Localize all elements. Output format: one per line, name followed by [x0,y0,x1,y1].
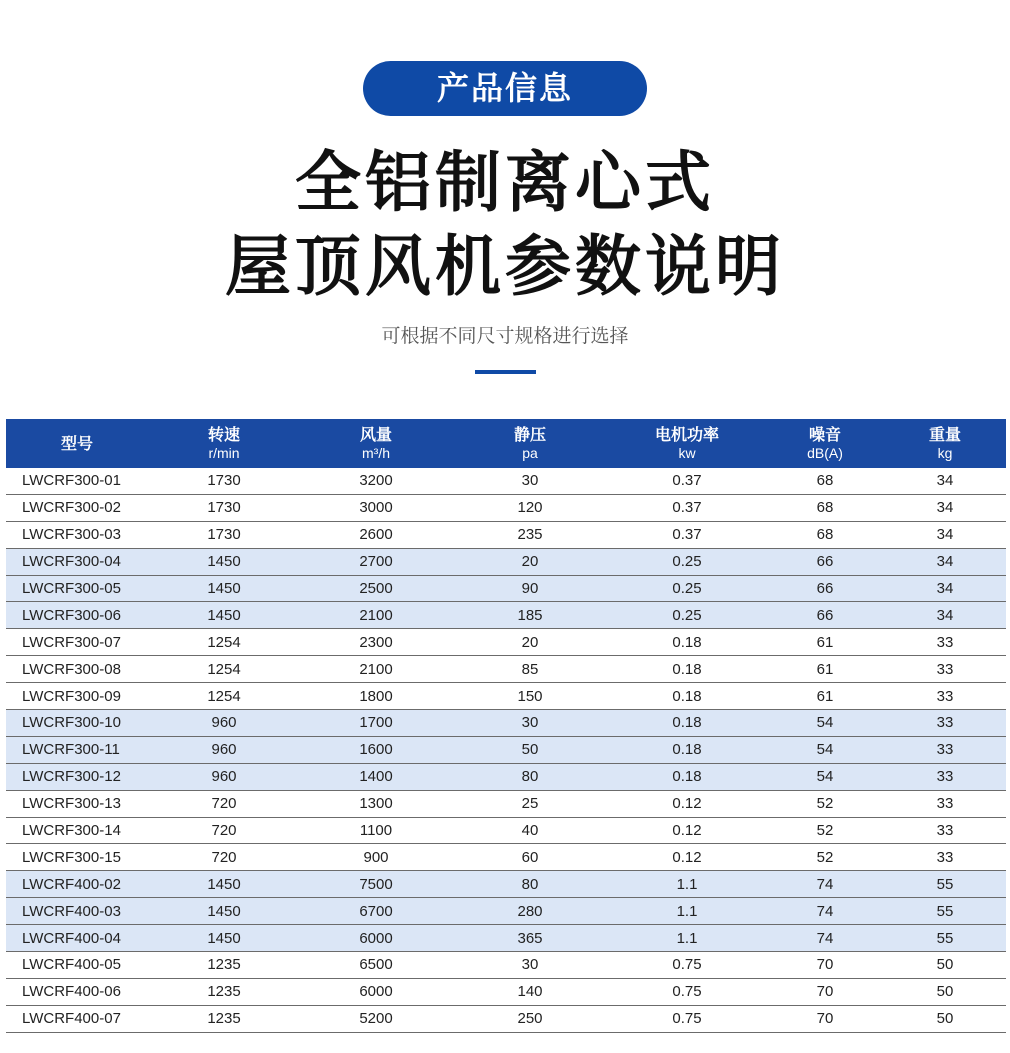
table-cell: LWCRF300-06 [6,602,148,629]
table-cell: 1450 [148,898,300,925]
table-cell: 33 [884,817,1006,844]
table-cell: 6000 [300,978,452,1005]
table-cell: 34 [884,494,1006,521]
table-cell: 2100 [300,656,452,683]
table-row [6,629,1006,656]
table-cell: LWCRF300-11 [6,736,148,763]
table-cell: 40 [452,817,608,844]
table-cell: 52 [766,817,884,844]
table-cell: 1600 [300,736,452,763]
table-cell: 0.18 [608,629,766,656]
table-cell: 61 [766,656,884,683]
table-cell: 68 [766,468,884,494]
table-cell: 61 [766,683,884,710]
table-cell: 6700 [300,898,452,925]
table-cell: 3200 [300,468,452,494]
table-cell: LWCRF300-12 [6,763,148,790]
column-header-label: 风量 [359,424,392,444]
table-row [6,656,1006,683]
table-cell: 0.18 [608,656,766,683]
table-cell: 34 [884,468,1006,494]
column-header-unit: m³/h [362,444,390,461]
table-cell: 90 [452,575,608,602]
table-cell: 6000 [300,925,452,952]
column-header [148,419,300,468]
table-cell: 1254 [148,629,300,656]
table-cell: 1730 [148,521,300,548]
table-cell: 0.75 [608,1005,766,1032]
table-cell: 235 [452,521,608,548]
table-cell: LWCRF400-05 [6,952,148,979]
column-header [300,419,452,468]
table-cell: LWCRF400-03 [6,898,148,925]
table-cell: LWCRF300-07 [6,629,148,656]
table-row [6,978,1006,1005]
table-cell: 33 [884,683,1006,710]
table-cell: 52 [766,844,884,871]
table-cell: 66 [766,602,884,629]
column-header [6,419,148,468]
table-row [6,548,1006,575]
table-row [6,710,1006,737]
table-cell: 1.1 [608,898,766,925]
table-row [6,683,1006,710]
table-cell: 7500 [300,871,452,898]
table-cell: 720 [148,817,300,844]
table-cell: LWCRF400-04 [6,925,148,952]
column-header-unit: kg [937,444,953,461]
table-row [6,468,1006,494]
table-cell: LWCRF300-15 [6,844,148,871]
column-header-unit: r/min [208,444,240,461]
table-cell: 2300 [300,629,452,656]
table-cell: 55 [884,871,1006,898]
table-cell: 1400 [300,763,452,790]
table-cell: 25 [452,790,608,817]
table-cell: 0.18 [608,710,766,737]
table-cell: 0.12 [608,790,766,817]
table-cell: 2700 [300,548,452,575]
table-cell: 1254 [148,683,300,710]
table-cell: LWCRF300-14 [6,817,148,844]
title-divider [475,370,536,374]
table-cell: 0.12 [608,844,766,871]
table-cell: 70 [766,952,884,979]
table-cell: 33 [884,629,1006,656]
table-cell: 30 [452,468,608,494]
table-cell: 68 [766,494,884,521]
table-cell: 70 [766,1005,884,1032]
table-cell: 54 [766,736,884,763]
table-cell: 280 [452,898,608,925]
spec-table-header [6,419,1006,468]
table-cell: LWCRF300-02 [6,494,148,521]
table-cell: 150 [452,683,608,710]
table-cell: 0.25 [608,602,766,629]
column-header [452,419,608,468]
table-cell: 33 [884,844,1006,871]
table-cell: 33 [884,736,1006,763]
header-row [6,419,1006,468]
table-cell: 50 [884,978,1006,1005]
table-cell: 1450 [148,548,300,575]
table-row [6,898,1006,925]
table-cell: LWCRF300-05 [6,575,148,602]
table-cell: 80 [452,763,608,790]
table-cell: LWCRF300-13 [6,790,148,817]
table-cell: 140 [452,978,608,1005]
table-row [6,817,1006,844]
page-subtitle: 可根据不同尺寸规格进行选择 [381,325,629,347]
spec-table [6,419,1006,1033]
table-row [6,844,1006,871]
section-badge: 产品信息 [363,61,647,116]
column-header [884,419,1006,468]
table-cell: 250 [452,1005,608,1032]
table-cell: 74 [766,871,884,898]
table-cell: 0.37 [608,494,766,521]
table-cell: 3000 [300,494,452,521]
table-cell: 2500 [300,575,452,602]
table-cell: 85 [452,656,608,683]
table-cell: 1730 [148,494,300,521]
table-row [6,575,1006,602]
table-cell: 74 [766,925,884,952]
table-cell: 0.75 [608,978,766,1005]
table-row [6,763,1006,790]
table-cell: 2600 [300,521,452,548]
table-cell: 80 [452,871,608,898]
table-cell: 1450 [148,871,300,898]
table-cell: 0.75 [608,952,766,979]
column-header-unit: pa [522,444,538,461]
table-cell: 54 [766,710,884,737]
table-cell: 960 [148,710,300,737]
table-cell: 5200 [300,1005,452,1032]
table-cell: 900 [300,844,452,871]
table-cell: 30 [452,952,608,979]
table-cell: 60 [452,844,608,871]
column-header-label: 型号 [60,433,93,453]
table-cell: LWCRF300-03 [6,521,148,548]
table-cell: 1100 [300,817,452,844]
table-row [6,952,1006,979]
table-row [6,925,1006,952]
table-cell: 1254 [148,656,300,683]
column-header-label: 电机功率 [654,424,719,444]
table-cell: LWCRF300-09 [6,683,148,710]
table-cell: 70 [766,978,884,1005]
table-cell: 33 [884,656,1006,683]
table-cell: 34 [884,575,1006,602]
table-cell: LWCRF400-07 [6,1005,148,1032]
table-cell: 55 [884,925,1006,952]
table-cell: 20 [452,548,608,575]
table-cell: 960 [148,736,300,763]
table-cell: 33 [884,763,1006,790]
table-cell: 0.25 [608,548,766,575]
column-header [608,419,766,468]
table-cell: 1800 [300,683,452,710]
table-cell: 185 [452,602,608,629]
table-cell: LWCRF300-08 [6,656,148,683]
table-cell: 1700 [300,710,452,737]
table-cell: 120 [452,494,608,521]
table-cell: 0.18 [608,736,766,763]
table-cell: LWCRF300-01 [6,468,148,494]
table-cell: 50 [452,736,608,763]
table-cell: 1235 [148,978,300,1005]
table-cell: 68 [766,521,884,548]
table-cell: 0.37 [608,468,766,494]
table-row [6,790,1006,817]
column-header-unit: dB(A) [807,444,843,461]
column-header-label: 转速 [207,424,240,444]
table-cell: 0.37 [608,521,766,548]
table-cell: 30 [452,710,608,737]
table-cell: 66 [766,548,884,575]
table-cell: 0.18 [608,683,766,710]
table-cell: 54 [766,763,884,790]
table-cell: 1300 [300,790,452,817]
table-cell: 1.1 [608,871,766,898]
table-cell: 34 [884,548,1006,575]
table-cell: 33 [884,790,1006,817]
table-cell: 1450 [148,575,300,602]
table-cell: 74 [766,898,884,925]
table-cell: 20 [452,629,608,656]
column-header-unit: kw [678,444,696,461]
table-cell: 1235 [148,1005,300,1032]
table-cell: 0.25 [608,575,766,602]
table-cell: 50 [884,1005,1006,1032]
column-header-label: 重量 [928,424,961,444]
table-cell: LWCRF400-06 [6,978,148,1005]
column-header-label: 噪音 [808,424,841,444]
table-cell: 365 [452,925,608,952]
table-row [6,1005,1006,1032]
table-cell: 66 [766,575,884,602]
table-cell: 1.1 [608,925,766,952]
table-cell: 6500 [300,952,452,979]
table-row [6,494,1006,521]
table-cell: 52 [766,790,884,817]
table-row [6,521,1006,548]
table-cell: 0.12 [608,817,766,844]
table-cell: 720 [148,844,300,871]
table-cell: 0.18 [608,763,766,790]
table-cell: 720 [148,790,300,817]
table-cell: 33 [884,710,1006,737]
page-title-line-2: 屋顶风机参数说明 [225,228,785,305]
table-cell: 1235 [148,952,300,979]
table-row [6,602,1006,629]
table-cell: 34 [884,602,1006,629]
table-cell: 50 [884,952,1006,979]
column-header-label: 静压 [513,424,546,444]
table-cell: LWCRF300-10 [6,710,148,737]
table-cell: 1730 [148,468,300,494]
table-cell: 2100 [300,602,452,629]
table-cell: 34 [884,521,1006,548]
table-cell: LWCRF300-04 [6,548,148,575]
table-cell: LWCRF400-02 [6,871,148,898]
table-cell: 960 [148,763,300,790]
table-row [6,871,1006,898]
column-header [766,419,884,468]
table-row [6,736,1006,763]
table-cell: 61 [766,629,884,656]
spec-table-body [6,468,1006,1032]
page-title-line-1: 全铝制离心式 [295,144,715,221]
table-cell: 1450 [148,925,300,952]
table-cell: 1450 [148,602,300,629]
table-cell: 55 [884,898,1006,925]
